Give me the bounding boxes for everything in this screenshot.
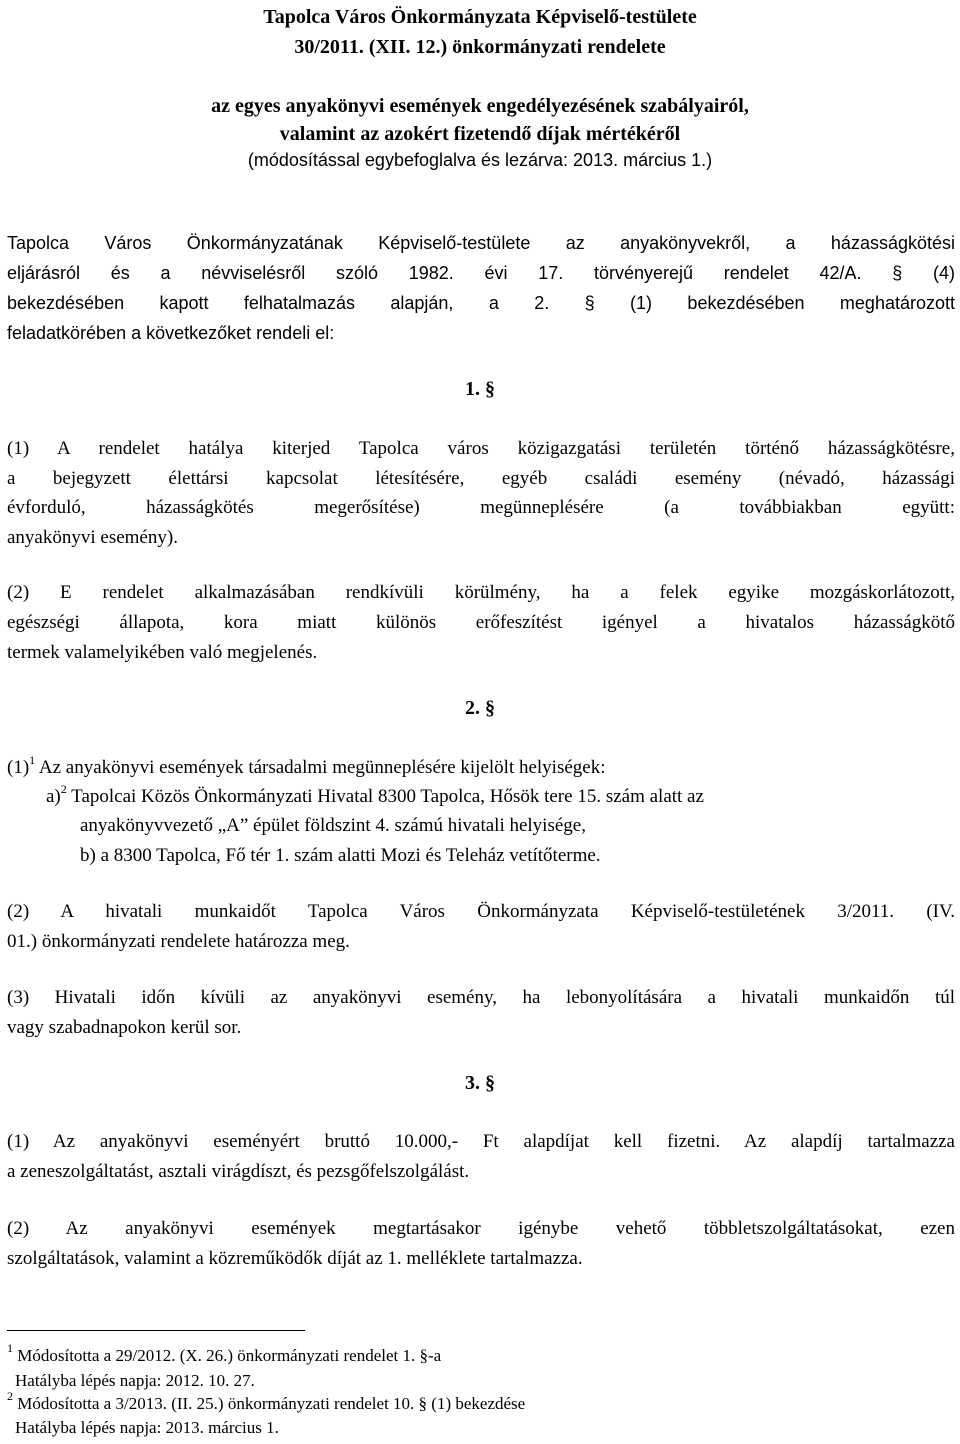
paragraph-line: (2) E rendelet alkalmazásában rendkívüli körülmény, ha a felek egyike mozgáskorlátozott, (7, 582, 955, 603)
section-heading-1: 1. § (465, 378, 495, 400)
paragraph-line: 01.) önkormányzati rendelete határozza meg. (7, 931, 350, 952)
paragraph-number: (1) (7, 757, 30, 778)
footnote-number: 1 (7, 1341, 13, 1356)
list-item-a-continued: anyakönyvvezető „A” épület földszint 4. számú hivatali helyisége, (80, 815, 586, 836)
decree-title-line1: az egyes anyakönyvi események engedélyezésének szabályairól, (211, 95, 749, 117)
list-item-a (46, 781, 955, 808)
footnote-number: 2 (7, 1389, 13, 1404)
footnote-ref[interactable]: 2 (60, 781, 67, 796)
paragraph-line (7, 752, 606, 779)
footnote-text: Módosította a 29/2012. (X. 26.) önkormányzati rendelet 1. §-a (13, 1346, 442, 1365)
paragraph-line: (1) Az anyakönyvi eseményért bruttó 10.000,- Ft alapdíjat kell fizetni. Az alapdíj tartalmazza (7, 1131, 955, 1152)
list-marker: a) (46, 786, 61, 807)
paragraph-line: anyakönyvi esemény). (7, 527, 178, 548)
footnote-divider (7, 1330, 305, 1331)
list-item-text: Tapolcai Közös Önkormányzati Hivatal 8300 Tapolca, Hősök tere 15. szám alatt az (66, 786, 704, 807)
paragraph-line: (3) Hivatali időn kívüli az anyakönyvi esemény, ha lebonyolítására a hivatali munkaidőn túl (7, 987, 955, 1008)
preamble-line: eljárásról és a névviselésről szóló 1982. évi 17. törvényerejű rendelet 42/A. § (4) (7, 263, 955, 283)
footnote-2 (7, 1389, 526, 1414)
consolidation-note: (módosítással egybefoglalva és lezárva: 2013. március 1.) (247, 150, 713, 170)
paragraph-text: Az anyakönyvi események társadalmi megünneplésére kijelölt helyiségek: (35, 757, 606, 778)
paragraph-line: termek valamelyikében való megjelenés. (7, 642, 318, 663)
decree-title-line2: valamint az azokért fizetendő díjak mértékéről (279, 123, 681, 145)
footnote-text: Módosította a 3/2013. (II. 25.) önkormányzati rendelet 10. § (1) bekezdése (13, 1394, 526, 1413)
paragraph-line: szolgáltatások, valamint a közreműködők díját az 1. melléklete tartalmazza. (7, 1248, 583, 1269)
list-item-b: b) a 8300 Tapolca, Fő tér 1. szám alatti Mozi és Teleház vetítőterme. (80, 845, 601, 866)
issuer-title: Tapolca Város Önkormányzata Képviselő-testülete (263, 6, 697, 28)
paragraph-line: a zeneszolgáltatást, asztali virágdíszt, és pezsgőfelszolgálást. (7, 1161, 470, 1182)
paragraph-line: egészségi állapota, kora miatt különös erőfeszítést igényel a hivatalos házasságkötő (7, 612, 955, 633)
paragraph-line: vagy szabadnapokon kerül sor. (7, 1017, 242, 1038)
preamble-line: bekezdésében kapott felhatalmazás alapján, a 2. § (1) bekezdésében meghatározott (7, 293, 955, 313)
decree-number: 30/2011. (XII. 12.) önkormányzati rendelete (294, 36, 666, 58)
preamble-line: Tapolca Város Önkormányzatának Képviselő-testülete az anyakönyvekről, a házasságkötési (7, 233, 955, 253)
preamble-line: feladatkörében a következőket rendeli el: (7, 323, 335, 343)
section-heading-3: 3. § (465, 1072, 495, 1094)
footnote-1-effective-date: Hatályba lépés napja: 2012. 10. 27. (15, 1371, 255, 1390)
paragraph-line: a bejegyzett élettársi kapcsolat létesítésére, egyéb családi esemény (névadó, házassági (7, 468, 955, 489)
footnote-2-effective-date: Hatályba lépés napja: 2013. március 1. (15, 1418, 279, 1437)
section-heading-2: 2. § (465, 697, 495, 719)
footnote-1 (7, 1341, 442, 1366)
paragraph-line: évforduló, házasságkötés megerősítése) megünneplésére (a továbbiakban együtt: (7, 497, 955, 518)
footnote-ref[interactable]: 1 (29, 752, 36, 767)
paragraph-line: (2) A hivatali munkaidőt Tapolca Város Önkormányzata Képviselő-testületének 3/2011. (IV. (7, 901, 955, 922)
paragraph-line: (1) A rendelet hatálya kiterjed Tapolca város közigazgatási területén történő házasságkötésre, (7, 438, 955, 459)
paragraph-line: (2) Az anyakönyvi események megtartásakor igénybe vehető többletszolgáltatásokat, ezen (7, 1218, 955, 1239)
